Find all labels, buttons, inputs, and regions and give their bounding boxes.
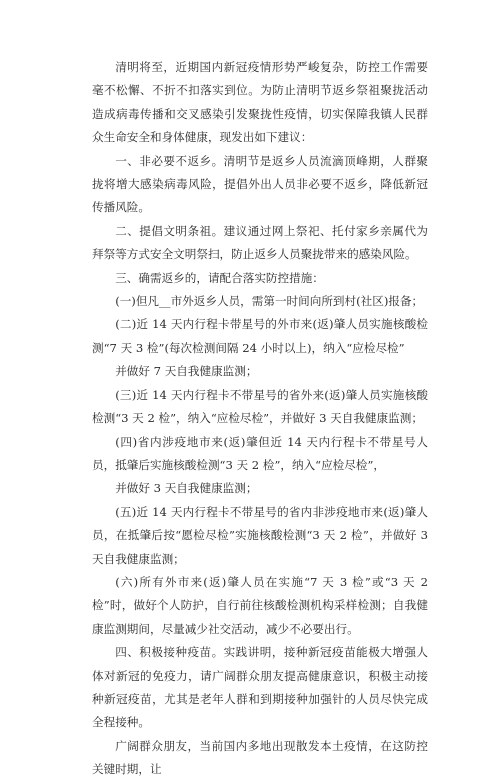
paragraph-sub-5: (五)近 14 天内行程卡不带星号的省内非涉疫地市来(返)肇人员，在抵肇后按“愿检尽检”实施核酸检测“3 天 2 检”，并做好 3 天自我健康监测； (92, 504, 428, 566)
paragraph-item-4: 四、积极接种疫苗。实践讲明，接种新冠疫苗能极大增强人体对新冠的免疫力，请广阔群众朋友提高健康意识，积极主动接种新冠疫苗，尤其是老年人群和到期接种加强针的人员尽快完成全程接种。 (92, 645, 428, 730)
paragraph-sub-1: (一)但凡__市外返乡人员，需第一时间向所到村(社区)报备； (115, 294, 424, 309)
paragraph-item-2: 二、提倡文明条祖。建议通过网上祭祀、托付家乡亲属代为拜祭等方式安全文明祭扫，防止返乡人员聚拢带来的感染风险。 (92, 223, 428, 262)
paragraph-sub-4: (四)省内涉疫地市来(返)肇但近 14 天内行程卡不带星号人员，抵肇后实施核酸检测“3 天 2 检”，纳入“应检尽检”， (92, 434, 428, 472)
paragraph-item-3: 三、确需返乡的，请配合落实防控措施： (115, 270, 324, 285)
paragraph-sub-3: (三)近 14 天内行程卡不带星号的省外来(返)肇人员实施核酸检测“3 天 2 检”，纳入“应检尽检”，并做好 3 天自我健康监测； (92, 387, 428, 426)
paragraph-sub-2-cont: 并做好 7 天自我健康监测； (115, 364, 258, 379)
paragraph-closing: 广阔群众朋友，当前国内多地出现散发本土疫情，在这防控关键时期，让 (92, 738, 428, 777)
paragraph-sub-4-cont: 并做好 3 天自我健康监测； (115, 481, 258, 496)
paragraph-intro: 清明将至，近期国内新冠疫情形势严峻复杂，防控工作需要毫不松懈、不折不扣落实到位。为防止清明节返乡祭祖聚拢活动造成病毒传播和交叉感染引发聚拢性疫情，切实保障我镇人民群众生命安全和身体健康，现发出如下建议： (92, 60, 428, 145)
document-body (92, 56, 428, 782)
paragraph-item-1: 一、非必要不返乡。清明节是返乡人员流滴顶峰期，人群聚拢将增大感染病毒风险，提倡外出人员非必要不返乡，降低新冠传播风险。 (92, 153, 428, 215)
paragraph-sub-6: (六)所有外市来(返)肇人员在实施“7 天 3 检”或“3 天 2 检”时，做好个人防护，自行前往核酸检测机构采样检测；自我健康监测期间，尽量减少社交活动，减少不必要出行。 (92, 574, 428, 636)
paragraph-sub-2: (二)近 14 天内行程卡带星号的外市来(返)肇人员实施核酸检测“7 天 3 检”(每次检测间隔 24 小时以上)，纳入“应检尽检” (92, 317, 428, 355)
